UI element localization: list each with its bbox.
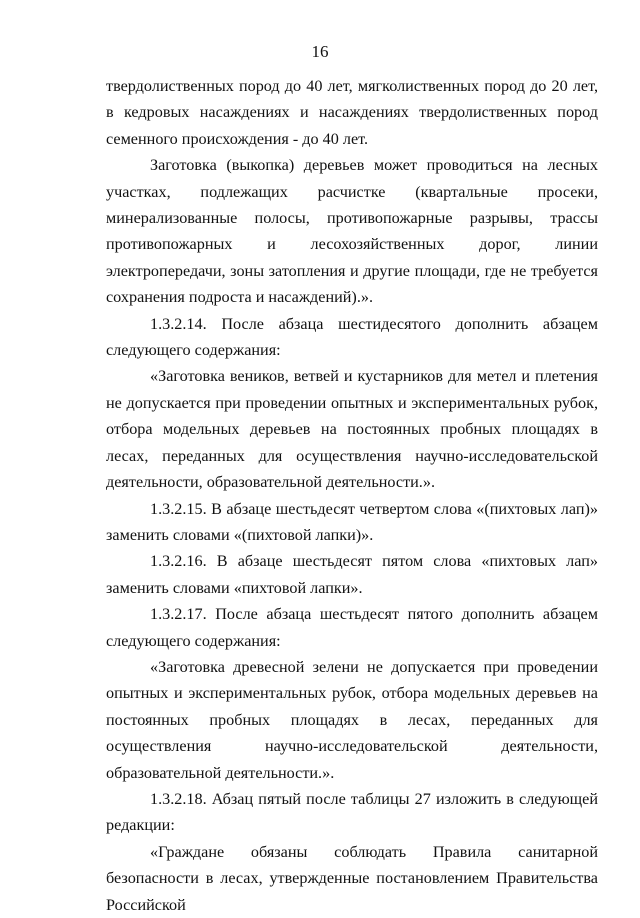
paragraph-item-1-3-2-18: 1.3.2.18. Абзац пятый после таблицы 27 изложить в следующей редакции: [106, 789, 598, 835]
paragraph-wood-greenery: «Заготовка древесной зелени не допускается при проведении опытных и экспериментальных рубок, отбора модельных деревьев на постоянных пробных площадях в лесах, переданных для осуществления научно-исследовательской деятельности, образовательной деятельности.». [106, 657, 598, 782]
paragraph-item-1-3-2-17: 1.3.2.17. После абзаца шестьдесят пятого дополнить абзацем следующего содержания: [106, 605, 598, 650]
paragraph-item-1-3-2-15: 1.3.2.15. В абзаце шестьдесят четвертом слова «(пихтовых лап)» заменить словами «(пихтовой лапки)». [106, 499, 598, 544]
paragraph-harvesting-trees: Заготовка (выкопка) деревьев может проводиться на лесных участках, подлежащих расчистке (квартальные просеки, минерализованные полосы, противопожарные разрывы, трассы противопожарных и лесохозяйственных дорог, линии электропередачи, зоны затопления и другие площади, где не требуется сохранения подроста и насаждений).». [106, 156, 598, 307]
paragraph-brooms-branches: «Заготовка веников, ветвей и кустарников для метел и плетения не допускается при проведении опытных и экспериментальных рубок, отбора модельных деревьев на постоянных пробных площадях в лесах, переданных для осуществления научно-исследовательской деятельности, образовательной деятельности.». [106, 367, 598, 492]
paragraph-citizens-obliged: «Граждане обязаны соблюдать Правила санитарной безопасности в лесах, утвержденные постановлением Правительства Российской [106, 842, 598, 914]
paragraph-continuation: твердолиственных пород до 40 лет, мягколиственных пород до 20 лет, в кедровых насаждениях и насаждениях твердолиственных пород семенного происхождения - до 40 лет. [106, 77, 598, 148]
document-body [106, 73, 598, 918]
paragraph-item-1-3-2-16: 1.3.2.16. В абзаце шестьдесят пятом слова «пихтовых лап» заменить словами «пихтовой лапки». [106, 552, 598, 597]
page-number: 16 [311, 42, 329, 61]
paragraph-item-1-3-2-14: 1.3.2.14. После абзаца шестидесятого дополнить абзацем следующего содержания: [106, 314, 598, 360]
